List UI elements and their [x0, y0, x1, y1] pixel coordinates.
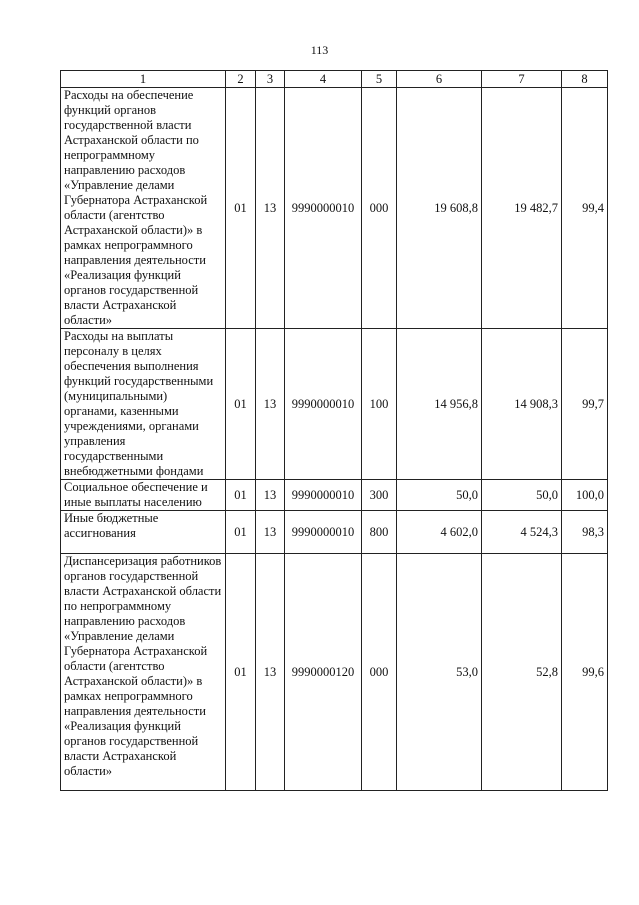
execution-percent-cell: 100,0 [562, 480, 608, 511]
execution-percent-cell: 98,3 [562, 511, 608, 554]
planned-amount-cell: 53,0 [397, 554, 482, 791]
subsection-code-cell: 13 [256, 88, 285, 329]
table-row [61, 511, 608, 554]
actual-amount-cell: 19 482,7 [482, 88, 562, 329]
table-header-row [61, 71, 608, 88]
column-header: 2 [226, 71, 256, 88]
subsection-code-cell: 13 [256, 329, 285, 480]
column-header: 3 [256, 71, 285, 88]
planned-amount-cell: 4 602,0 [397, 511, 482, 554]
execution-percent-cell: 99,4 [562, 88, 608, 329]
target-article-cell: 9990000120 [285, 554, 362, 791]
subsection-code-cell: 13 [256, 511, 285, 554]
table-row [61, 554, 608, 791]
actual-amount-cell: 52,8 [482, 554, 562, 791]
column-header: 8 [562, 71, 608, 88]
section-code-cell: 01 [226, 554, 256, 791]
table-row [61, 480, 608, 511]
table-row [61, 88, 608, 329]
execution-percent-cell: 99,7 [562, 329, 608, 480]
expense-type-cell: 000 [362, 88, 397, 329]
expense-type-cell: 800 [362, 511, 397, 554]
column-header: 7 [482, 71, 562, 88]
target-article-cell: 9990000010 [285, 329, 362, 480]
page-number: 113 [310, 43, 329, 57]
expense-name-cell: Диспансеризация работников органов государственной власти Астраханской области по непрограммному направлению расходов «Управление делами Губернатора Астраханской области (агентство Астраханской области)» в рамках непрограммного направления деятельности «Реализация функций органов государственной власти Астраханской области» [61, 554, 226, 791]
planned-amount-cell: 19 608,8 [397, 88, 482, 329]
section-code-cell: 01 [226, 329, 256, 480]
column-header: 4 [285, 71, 362, 88]
planned-amount-cell: 50,0 [397, 480, 482, 511]
actual-amount-cell: 50,0 [482, 480, 562, 511]
section-code-cell: 01 [226, 88, 256, 329]
expense-type-cell: 300 [362, 480, 397, 511]
expense-name-cell: Расходы на выплаты персоналу в целях обеспечения выполнения функций государственными (муниципальными) органами, казенными учреждениями, органами управления государственными внебюджетными фондами [61, 329, 226, 480]
actual-amount-cell: 4 524,3 [482, 511, 562, 554]
execution-percent-cell: 99,6 [562, 554, 608, 791]
column-header: 6 [397, 71, 482, 88]
target-article-cell: 9990000010 [285, 88, 362, 329]
expense-name-cell: Иные бюджетные ассигнования [61, 511, 226, 554]
expense-type-cell: 000 [362, 554, 397, 791]
section-code-cell: 01 [226, 511, 256, 554]
subsection-code-cell: 13 [256, 480, 285, 511]
column-header: 1 [61, 71, 226, 88]
section-code-cell: 01 [226, 480, 256, 511]
target-article-cell: 9990000010 [285, 480, 362, 511]
target-article-cell: 9990000010 [285, 511, 362, 554]
expense-name-cell: Социальное обеспечение и иные выплаты населению [61, 480, 226, 511]
actual-amount-cell: 14 908,3 [482, 329, 562, 480]
subsection-code-cell: 13 [256, 554, 285, 791]
column-header: 5 [362, 71, 397, 88]
budget-table [60, 70, 608, 791]
planned-amount-cell: 14 956,8 [397, 329, 482, 480]
expense-name-cell: Расходы на обеспечение функций органов государственной власти Астраханской области по непрограммному направлению расходов «Управление делами Губернатора Астраханской области (агентство Астраханской области)» в рамках непрограммного направления деятельности «Реализация функций органов государственной власти Астраханской области» [61, 88, 226, 329]
expense-type-cell: 100 [362, 329, 397, 480]
table-row [61, 329, 608, 480]
